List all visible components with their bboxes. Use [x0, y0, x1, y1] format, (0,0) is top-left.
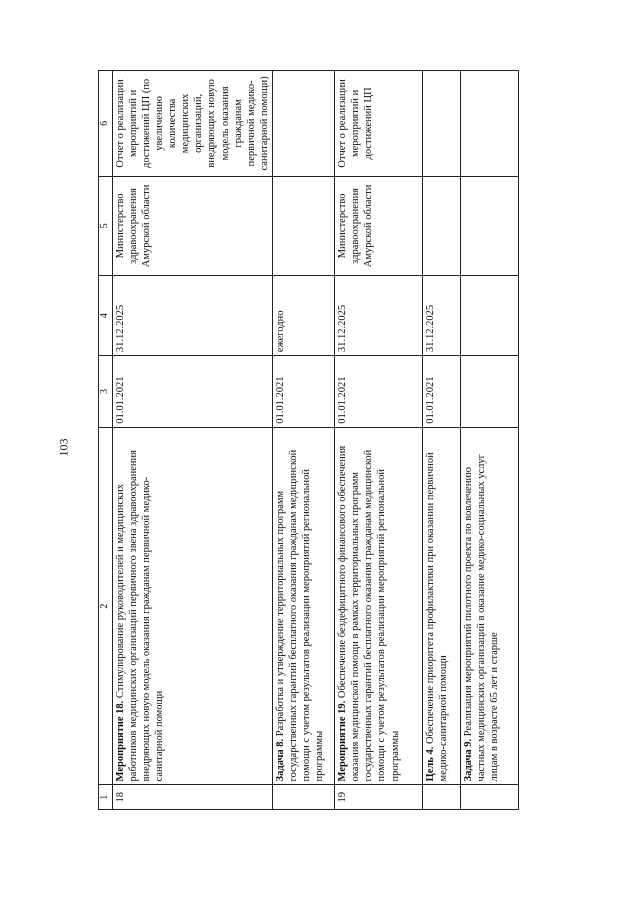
row-number: [423, 785, 461, 810]
table-row: [461, 71, 519, 810]
header-col-6: 6: [99, 71, 113, 177]
row-result: Отчет о реализации мероприятий и достижений ЦП: [335, 71, 423, 177]
row-end-date: ежегодно: [273, 276, 335, 356]
row-responsible: [273, 176, 335, 275]
row-text: Обеспечение приоритета профилактики при оказании первичной медико-санитарной помощи: [425, 452, 450, 782]
row-start-date: 01.01.2021: [273, 356, 335, 428]
row-title: Цель 4.: [425, 746, 436, 782]
row-end-date: 31.12.2025: [335, 276, 423, 356]
row-start-date: [461, 356, 519, 428]
row-end-date: 31.12.2025: [112, 276, 273, 356]
header-col-1: 1: [99, 785, 113, 810]
page-number: 103: [56, 438, 71, 457]
row-start-date: 01.01.2021: [112, 356, 273, 428]
rotated-table-container: [98, 70, 519, 810]
table-row: [423, 71, 461, 810]
row-end-date: 31.12.2025: [423, 276, 461, 356]
row-start-date: 01.01.2021: [335, 356, 423, 428]
row-end-date: [461, 276, 519, 356]
row-description: [273, 427, 335, 785]
row-text: Реализация мероприятий пилотного проекта по вовлечению частных медицинских организаций в оказание медико-социальных услуг лицам в возрасте 65 лет и старше: [463, 454, 501, 782]
row-description: [423, 427, 461, 785]
row-title: Задача 9.: [463, 738, 474, 782]
row-description: [112, 427, 273, 785]
row-title: Задача 8.: [275, 738, 286, 782]
row-description: [335, 427, 423, 785]
table-row: [112, 71, 273, 810]
activities-table: [98, 70, 519, 810]
row-text: Стимулирование руководителей и медицинских работников медицинских организаций первичного звена здравоохранения внедряющих новую модель оказания гражданам первичной медико-санитарной помощи: [114, 449, 165, 782]
row-result: [423, 71, 461, 177]
row-result: [461, 71, 519, 177]
row-result: Отчет о реализации мероприятий и достижений ЦП (по увеличению количества медицинских организаций, внедряющих новую модель оказания гражданам первичной медико-санитарной помощи): [112, 71, 273, 177]
table-header-row: [99, 71, 113, 810]
row-text: Обеспечение бездефицитного финансового обеспечения оказания медицинской помощи в рамках территориальных программ государственных гарантий бесплатного оказания гражданам медицинской помощи с учетом результатов реализации мероприятий региональной программы: [337, 445, 401, 782]
row-text: Разработка и утверждение территориальных программ государственных гарантий бесплатного оказания гражданам медицинской помощи с учетом результатов реализации мероприятий региональной программы: [275, 449, 326, 782]
header-col-3: 3: [99, 356, 113, 428]
row-number: 19: [335, 785, 423, 810]
row-number: [461, 785, 519, 810]
row-number: 18: [112, 785, 273, 810]
row-number: [273, 785, 335, 810]
row-responsible: [423, 176, 461, 275]
row-title: Мероприятие 19.: [337, 700, 348, 782]
table-row: [335, 71, 423, 810]
header-col-4: 4: [99, 276, 113, 356]
row-title: Мероприятие 18.: [114, 700, 126, 782]
row-description: [461, 427, 519, 785]
row-result: [273, 71, 335, 177]
row-start-date: 01.01.2021: [423, 356, 461, 428]
table-row: [273, 71, 335, 810]
row-responsible: Министерство здравоохранения Амурской области: [335, 176, 423, 275]
header-col-5: 5: [99, 176, 113, 275]
row-responsible: [461, 176, 519, 275]
row-responsible: Министерство здравоохранения Амурской области: [112, 176, 273, 275]
header-col-2: 2: [99, 427, 113, 785]
